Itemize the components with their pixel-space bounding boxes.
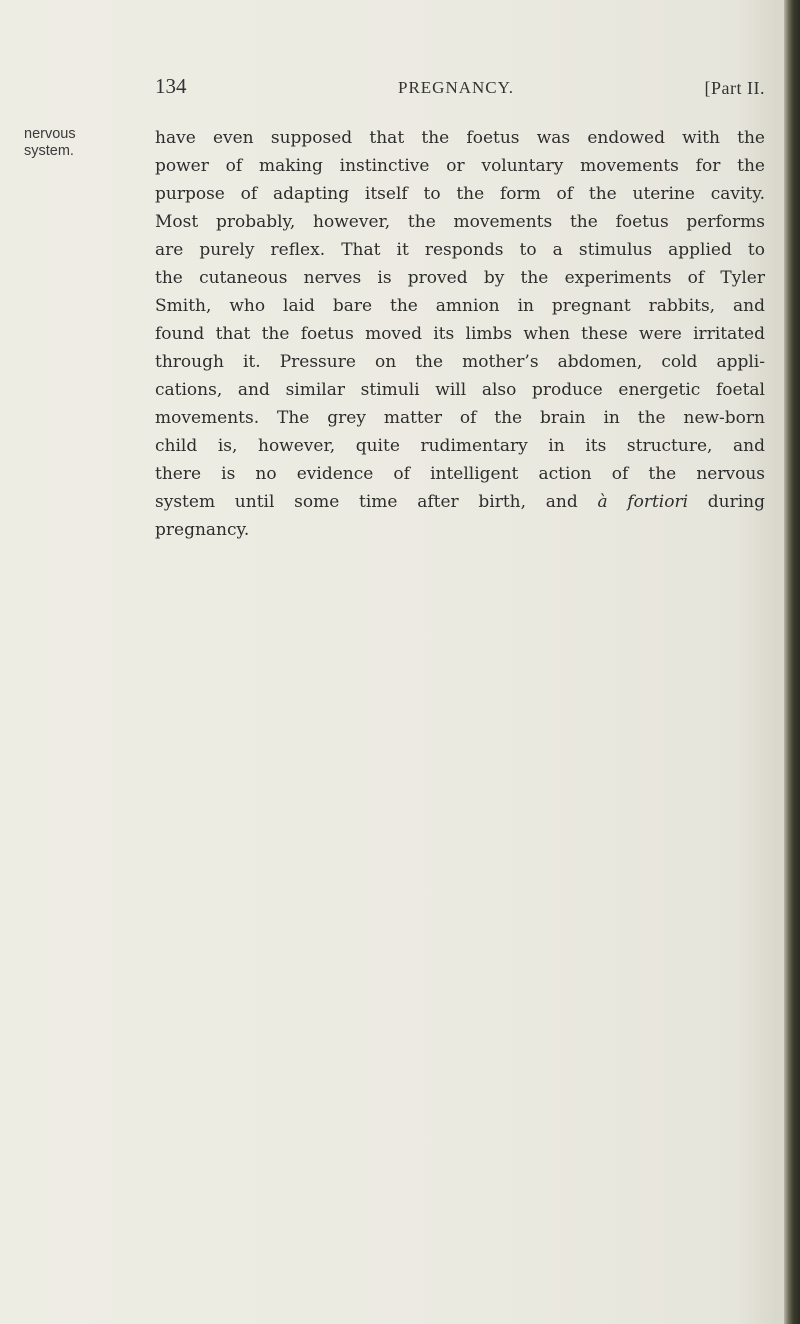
text-line: movements. The grey matter of the brain in the new-born [155,408,765,428]
text-line: have even supposed that the foetus was endowed with the [155,128,765,148]
margin-note-line: system. [24,143,74,159]
text-line-final: pregnancy. [155,520,250,540]
text-line: Most probably, however, the movements the foetus performs [155,212,765,232]
text-line: are purely reflex. That it responds to a stimulus applied to [155,240,765,260]
text-line: purpose of adapting itself to the form of the uterine cavity. [155,184,765,204]
book-binding-edge [784,0,800,1324]
text-line: power of making instinctive or voluntary movements for the [155,156,765,176]
italic-phrase: à fortiori [597,492,689,512]
text-line-mixed [155,488,765,516]
text-line: found that the foetus moved its limbs when these were irritated [155,324,765,344]
text-line: there is no evidence of intelligent action of the nervous [155,464,765,484]
text-line: child is, however, quite rudimentary in its structure, and [155,436,765,456]
text-line: Smith, who laid bare the amnion in pregnant rabbits, and [155,296,765,316]
text-segment: system until some time after birth, and [155,492,598,512]
text-segment: during [688,492,765,512]
part-label: [Part II. [704,78,765,98]
running-title: PREGNANCY. [398,78,514,97]
margin-note [24,126,134,160]
margin-note-line: nervous [24,126,76,142]
text-line: cations, and similar stimuli will also produce energetic foetal [155,380,765,400]
body-paragraph [155,124,765,544]
page-number: 134 [155,74,187,98]
text-line: through it. Pressure on the mother’s abdomen, cold appli- [155,352,765,372]
page-header [155,74,765,106]
text-line: the cutaneous nerves is proved by the experiments of Tyler [155,268,765,288]
